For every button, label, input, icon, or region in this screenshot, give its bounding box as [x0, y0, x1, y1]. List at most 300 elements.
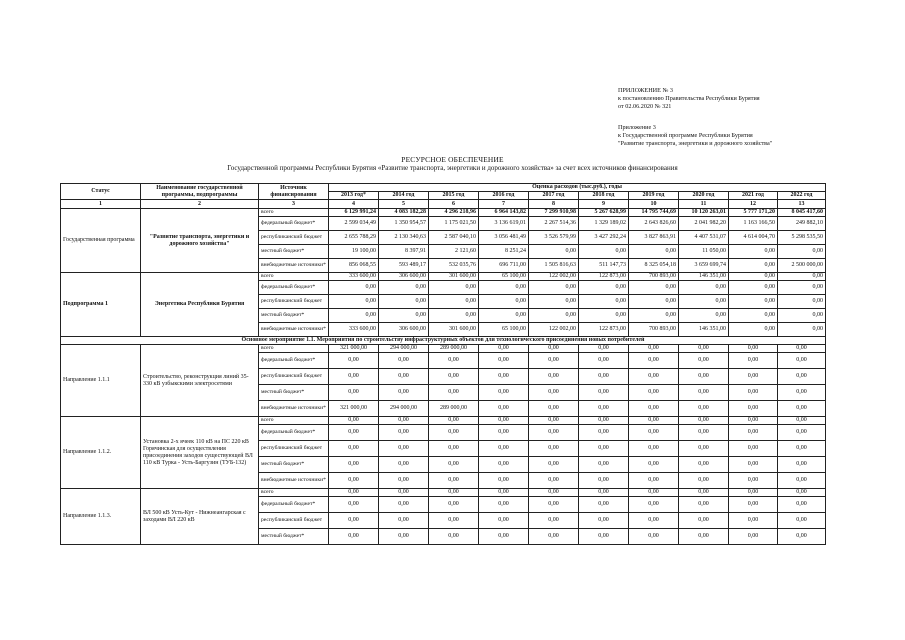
funding-source: местный бюджет* [259, 529, 329, 545]
funding-source: местный бюджет* [259, 245, 329, 259]
value-cell: 0,00 [579, 401, 629, 417]
value-cell: 8 045 417,60 [778, 209, 826, 217]
value-cell: 0,00 [329, 295, 379, 309]
value-cell: 306 600,00 [379, 273, 429, 281]
document-subtitle: Государственной программы Республики Бурятия «Развитие транспорта, энергетики и дорожного хозяйства» за счет всех источников финансирования [227, 164, 678, 172]
value-cell: 0,00 [679, 417, 729, 425]
value-cell: 0,00 [729, 457, 778, 473]
value-cell: 0,00 [529, 441, 579, 457]
year-header: 2015 год [429, 192, 479, 200]
value-cell: 0,00 [329, 369, 379, 385]
column-number: 11 [679, 200, 729, 209]
funding-source: всего [259, 417, 329, 425]
value-cell: 5 298 535,50 [778, 231, 826, 245]
value-cell: 0,00 [729, 369, 778, 385]
col-status-header: Статус [61, 184, 141, 200]
value-cell: 2 500 000,00 [778, 259, 826, 273]
value-cell: 146 351,00 [679, 323, 729, 337]
value-cell: 0,00 [629, 369, 679, 385]
row-name: Установка 2-х ячеек 110 кВ на ПС 220 кВ Горячинская для осуществления присоединения заходов существующей ВЛ 110 кВ Турка - Усть-Баргузин (ТУБ-132) [141, 417, 259, 489]
year-header: 2019 год [629, 192, 679, 200]
funding-source: республиканский бюджет [259, 295, 329, 309]
value-cell: 0,00 [529, 425, 579, 441]
value-cell: 0,00 [778, 345, 826, 353]
value-cell: 0,00 [379, 309, 429, 323]
value-cell: 294 000,00 [379, 345, 429, 353]
value-cell: 0,00 [479, 473, 529, 489]
row-name: ВЛ 500 кВ Усть-Кут - Нижнеангарская с заходами ВЛ 220 кВ [141, 489, 259, 545]
value-cell: 0,00 [429, 513, 479, 529]
year-header: 2013 год* [329, 192, 379, 200]
value-cell: 0,00 [579, 345, 629, 353]
value-cell: 0,00 [479, 295, 529, 309]
value-cell: 11 050,00 [679, 245, 729, 259]
value-cell: 0,00 [579, 417, 629, 425]
value-cell: 2 643 826,60 [629, 217, 679, 231]
value-cell: 0,00 [579, 353, 629, 369]
value-cell: 0,00 [629, 441, 679, 457]
value-cell: 0,00 [479, 513, 529, 529]
value-cell: 321 000,00 [329, 345, 379, 353]
value-cell: 0,00 [379, 441, 429, 457]
value-cell: 0,00 [379, 353, 429, 369]
funding-source: внебюджетные источники* [259, 323, 329, 337]
value-cell: 0,00 [729, 353, 778, 369]
value-cell: 0,00 [679, 529, 729, 545]
value-cell: 3 827 863,91 [629, 231, 679, 245]
value-cell: 0,00 [679, 489, 729, 497]
value-cell: 0,00 [529, 281, 579, 295]
value-cell: 0,00 [479, 401, 529, 417]
value-cell: 1 163 166,50 [729, 217, 778, 231]
value-cell: 0,00 [379, 457, 429, 473]
value-cell: 0,00 [429, 385, 479, 401]
column-number: 3 [259, 200, 329, 209]
funding-source: местный бюджет* [259, 457, 329, 473]
value-cell: 14 795 744,69 [629, 209, 679, 217]
value-cell: 294 000,00 [379, 401, 429, 417]
value-cell: 2 587 040,10 [429, 231, 479, 245]
value-cell: 0,00 [379, 473, 429, 489]
value-cell: 0,00 [729, 309, 778, 323]
value-cell: 0,00 [479, 489, 529, 497]
value-cell: 0,00 [429, 457, 479, 473]
value-cell: 0,00 [529, 513, 579, 529]
column-number-row [61, 200, 826, 209]
value-cell: 0,00 [778, 425, 826, 441]
column-number: 13 [778, 200, 826, 209]
value-cell: 0,00 [329, 425, 379, 441]
column-number: 12 [729, 200, 778, 209]
value-cell: 0,00 [579, 281, 629, 295]
value-cell: 0,00 [778, 473, 826, 489]
row-status: Направление 1.1.1 [61, 345, 141, 417]
value-cell: 0,00 [778, 245, 826, 259]
year-header: 2020 год [679, 192, 729, 200]
value-cell: 0,00 [379, 513, 429, 529]
value-cell: 0,00 [579, 369, 629, 385]
value-cell: 0,00 [778, 323, 826, 337]
value-cell: 0,00 [529, 369, 579, 385]
value-cell: 0,00 [379, 385, 429, 401]
value-cell: 0,00 [629, 401, 679, 417]
value-cell: 0,00 [529, 245, 579, 259]
value-cell: 3 056 481,49 [479, 231, 529, 245]
value-cell: 0,00 [429, 417, 479, 425]
value-cell: 0,00 [479, 529, 529, 545]
value-cell: 2 599 034,49 [329, 217, 379, 231]
funding-source: внебюджетные источники* [259, 401, 329, 417]
value-cell: 0,00 [329, 353, 379, 369]
value-cell: 0,00 [529, 295, 579, 309]
value-cell: 0,00 [529, 401, 579, 417]
value-cell: 0,00 [579, 245, 629, 259]
value-cell: 0,00 [729, 513, 778, 529]
value-cell: 0,00 [379, 489, 429, 497]
value-cell: 0,00 [529, 489, 579, 497]
value-cell: 0,00 [329, 417, 379, 425]
value-cell: 0,00 [579, 385, 629, 401]
value-cell: 0,00 [479, 385, 529, 401]
year-header: 2014 год [379, 192, 429, 200]
value-cell: 0,00 [729, 281, 778, 295]
value-cell: 0,00 [629, 489, 679, 497]
funding-source: республиканский бюджет [259, 441, 329, 457]
value-cell: 0,00 [329, 497, 379, 513]
value-cell: 0,00 [529, 353, 579, 369]
funding-source: республиканский бюджет [259, 231, 329, 245]
value-cell: 0,00 [429, 369, 479, 385]
table-row [61, 489, 826, 497]
row-status: Подпрограмма 1 [61, 273, 141, 337]
value-cell: 0,00 [778, 513, 826, 529]
resource-table [60, 183, 826, 545]
column-number: 10 [629, 200, 679, 209]
value-cell: 0,00 [629, 353, 679, 369]
value-cell: 856 068,55 [329, 259, 379, 273]
col-estimate-header: Оценка расходов (тыс.руб.), годы [329, 184, 826, 192]
value-cell: 4 407 531,07 [679, 231, 729, 245]
value-cell: 0,00 [479, 353, 529, 369]
value-cell: 301 600,00 [429, 323, 479, 337]
value-cell: 593 489,17 [379, 259, 429, 273]
value-cell: 0,00 [729, 259, 778, 273]
document-title-block [0, 155, 905, 173]
value-cell: 0,00 [529, 417, 579, 425]
value-cell: 0,00 [379, 417, 429, 425]
value-cell: 0,00 [729, 441, 778, 457]
value-cell: 0,00 [579, 457, 629, 473]
funding-source: федеральный бюджет* [259, 425, 329, 441]
value-cell: 0,00 [629, 473, 679, 489]
value-cell: 0,00 [778, 457, 826, 473]
value-cell: 19 100,00 [329, 245, 379, 259]
value-cell: 333 600,00 [329, 273, 379, 281]
document-title: РЕСУРСНОЕ ОБЕСПЕЧЕНИЕ [401, 155, 504, 164]
funding-source: местный бюджет* [259, 385, 329, 401]
value-cell: 0,00 [329, 489, 379, 497]
value-cell: 700 893,00 [629, 323, 679, 337]
value-cell: 65 100,00 [479, 323, 529, 337]
value-cell: 0,00 [679, 473, 729, 489]
value-cell: 0,00 [778, 281, 826, 295]
value-cell: 0,00 [329, 441, 379, 457]
value-cell: 0,00 [629, 295, 679, 309]
value-cell: 5 267 628,99 [579, 209, 629, 217]
appendix-line: "Развитие транспорта, энергетики и дорожного хозяйства" [618, 140, 773, 147]
section-row [61, 337, 826, 345]
funding-source: федеральный бюджет* [259, 217, 329, 231]
funding-source: местный бюджет* [259, 309, 329, 323]
value-cell: 0,00 [479, 425, 529, 441]
value-cell: 0,00 [778, 441, 826, 457]
value-cell: 0,00 [679, 385, 729, 401]
value-cell: 289 000,00 [429, 345, 479, 353]
funding-source: федеральный бюджет* [259, 353, 329, 369]
value-cell: 0,00 [429, 353, 479, 369]
value-cell: 0,00 [629, 309, 679, 323]
funding-source: всего [259, 209, 329, 217]
value-cell: 0,00 [479, 369, 529, 385]
value-cell: 0,00 [479, 497, 529, 513]
funding-source: всего [259, 273, 329, 281]
value-cell: 0,00 [729, 425, 778, 441]
value-cell: 0,00 [479, 309, 529, 323]
funding-source: всего [259, 345, 329, 353]
year-header: 2022 год [778, 192, 826, 200]
value-cell: 333 600,00 [329, 323, 379, 337]
funding-source: федеральный бюджет* [259, 497, 329, 513]
value-cell: 0,00 [429, 281, 479, 295]
program-appendix-header [618, 124, 772, 148]
value-cell: 0,00 [579, 489, 629, 497]
value-cell: 7 299 910,98 [529, 209, 579, 217]
value-cell: 0,00 [679, 309, 729, 323]
section-title: Основное мероприятие 1.1. Мероприятия по строительству инфраструктурных объектов для технологического присоединения новых потребителей [61, 337, 826, 345]
value-cell: 0,00 [778, 489, 826, 497]
value-cell: 0,00 [729, 385, 778, 401]
value-cell: 0,00 [729, 401, 778, 417]
value-cell: 0,00 [579, 309, 629, 323]
value-cell: 0,00 [629, 345, 679, 353]
value-cell: 0,00 [329, 281, 379, 295]
value-cell: 1 505 816,63 [529, 259, 579, 273]
value-cell: 5 777 171,20 [729, 209, 778, 217]
value-cell: 321 000,00 [329, 401, 379, 417]
value-cell: 0,00 [679, 345, 729, 353]
value-cell: 249 882,10 [778, 217, 826, 231]
value-cell: 4 083 182,28 [379, 209, 429, 217]
value-cell: 0,00 [379, 497, 429, 513]
value-cell: 0,00 [429, 489, 479, 497]
value-cell: 0,00 [529, 473, 579, 489]
value-cell: 0,00 [379, 369, 429, 385]
value-cell: 0,00 [429, 309, 479, 323]
value-cell: 0,00 [629, 385, 679, 401]
funding-source: федеральный бюджет* [259, 281, 329, 295]
value-cell: 10 120 263,01 [679, 209, 729, 217]
value-cell: 289 000,00 [429, 401, 479, 417]
value-cell: 0,00 [479, 345, 529, 353]
funding-source: республиканский бюджет [259, 513, 329, 529]
value-cell: 0,00 [429, 295, 479, 309]
value-cell: 0,00 [329, 513, 379, 529]
value-cell: 0,00 [679, 353, 729, 369]
value-cell: 1 350 954,57 [379, 217, 429, 231]
value-cell: 0,00 [579, 513, 629, 529]
value-cell: 0,00 [479, 441, 529, 457]
value-cell: 0,00 [629, 457, 679, 473]
value-cell: 0,00 [679, 457, 729, 473]
value-cell: 0,00 [379, 425, 429, 441]
value-cell: 8 251,24 [479, 245, 529, 259]
value-cell: 3 659 699,74 [679, 259, 729, 273]
value-cell: 0,00 [679, 441, 729, 457]
value-cell: 0,00 [729, 245, 778, 259]
value-cell: 2 121,60 [429, 245, 479, 259]
appendix-line: Приложение 3 [618, 124, 656, 131]
value-cell: 301 600,00 [429, 273, 479, 281]
value-cell: 532 035,76 [429, 259, 479, 273]
value-cell: 0,00 [379, 529, 429, 545]
funding-source: внебюджетные источники* [259, 473, 329, 489]
value-cell: 0,00 [729, 473, 778, 489]
value-cell: 0,00 [729, 323, 778, 337]
value-cell: 0,00 [529, 529, 579, 545]
value-cell: 0,00 [529, 309, 579, 323]
value-cell: 0,00 [778, 309, 826, 323]
row-status: Направление 1.1.3. [61, 489, 141, 545]
value-cell: 0,00 [479, 457, 529, 473]
row-name: Энергетика Республики Бурятия [141, 273, 259, 337]
value-cell: 0,00 [679, 369, 729, 385]
value-cell: 122 002,00 [529, 273, 579, 281]
value-cell: 0,00 [579, 529, 629, 545]
value-cell: 0,00 [679, 295, 729, 309]
value-cell: 2 130 340,63 [379, 231, 429, 245]
appendix-line: к Государственной программе Республики Бурятия [618, 132, 753, 139]
table-row [61, 273, 826, 281]
value-cell: 6 129 991,24 [329, 209, 379, 217]
value-cell: 0,00 [729, 295, 778, 309]
value-cell: 511 147,73 [579, 259, 629, 273]
value-cell: 0,00 [729, 497, 778, 513]
row-status: Государственная программа [61, 209, 141, 273]
row-name: "Развитие транспорта, энергетики и дорожного хозяйства" [141, 209, 259, 273]
column-number: 6 [429, 200, 479, 209]
value-cell: 0,00 [778, 529, 826, 545]
value-cell: 0,00 [579, 441, 629, 457]
value-cell: 0,00 [429, 425, 479, 441]
value-cell: 0,00 [778, 295, 826, 309]
value-cell: 0,00 [529, 497, 579, 513]
value-cell: 306 600,00 [379, 323, 429, 337]
year-header: 2017 год [529, 192, 579, 200]
appendix-line: ПРИЛОЖЕНИЕ № 3 [618, 87, 674, 94]
value-cell: 2 267 514,36 [529, 217, 579, 231]
table-row [61, 209, 826, 217]
value-cell: 1 329 189,02 [579, 217, 629, 231]
column-number: 5 [379, 200, 429, 209]
appendix-header [618, 87, 760, 111]
value-cell: 0,00 [479, 281, 529, 295]
value-cell: 2 041 982,20 [679, 217, 729, 231]
value-cell: 0,00 [679, 425, 729, 441]
value-cell: 0,00 [778, 385, 826, 401]
value-cell: 122 002,00 [529, 323, 579, 337]
value-cell: 696 711,00 [479, 259, 529, 273]
value-cell: 8 397,91 [379, 245, 429, 259]
value-cell: 0,00 [329, 473, 379, 489]
value-cell: 8 325 054,18 [629, 259, 679, 273]
value-cell: 0,00 [778, 417, 826, 425]
table-row [61, 417, 826, 425]
col-name-header: Наименование государственной программы, подпрограммы [141, 184, 259, 200]
column-number: 7 [479, 200, 529, 209]
value-cell: 0,00 [629, 513, 679, 529]
value-cell: 0,00 [679, 497, 729, 513]
value-cell: 0,00 [529, 345, 579, 353]
appendix-line: к постановлению Правительства Республики Бурятия [618, 95, 760, 102]
value-cell: 0,00 [729, 529, 778, 545]
value-cell: 3 526 579,99 [529, 231, 579, 245]
value-cell: 0,00 [778, 353, 826, 369]
value-cell: 0,00 [579, 473, 629, 489]
value-cell: 3 427 292,24 [579, 231, 629, 245]
col-source-header: Источник финансирования [259, 184, 329, 200]
value-cell: 146 351,00 [679, 273, 729, 281]
value-cell: 0,00 [329, 309, 379, 323]
value-cell: 0,00 [679, 513, 729, 529]
value-cell: 122 873,00 [579, 273, 629, 281]
value-cell: 0,00 [729, 273, 778, 281]
value-cell: 4 614 004,70 [729, 231, 778, 245]
column-number: 8 [529, 200, 579, 209]
value-cell: 0,00 [679, 401, 729, 417]
appendix-line: от 02.06.2020 № 321 [618, 103, 672, 110]
value-cell: 0,00 [629, 497, 679, 513]
value-cell: 700 893,00 [629, 273, 679, 281]
value-cell: 0,00 [429, 441, 479, 457]
year-header: 2021 год [729, 192, 778, 200]
column-number: 2 [141, 200, 259, 209]
value-cell: 0,00 [778, 273, 826, 281]
value-cell: 122 873,00 [579, 323, 629, 337]
value-cell: 0,00 [629, 425, 679, 441]
value-cell: 0,00 [729, 345, 778, 353]
value-cell: 0,00 [329, 457, 379, 473]
value-cell: 0,00 [579, 425, 629, 441]
column-number: 9 [579, 200, 629, 209]
value-cell: 2 655 788,29 [329, 231, 379, 245]
value-cell: 0,00 [778, 497, 826, 513]
value-cell: 0,00 [479, 417, 529, 425]
value-cell: 0,00 [778, 369, 826, 385]
value-cell: 0,00 [329, 385, 379, 401]
value-cell: 6 964 143,82 [479, 209, 529, 217]
funding-source: всего [259, 489, 329, 497]
value-cell: 0,00 [679, 281, 729, 295]
year-header: 2018 год [579, 192, 629, 200]
value-cell: 0,00 [529, 457, 579, 473]
value-cell: 1 175 021,50 [429, 217, 479, 231]
row-status: Направление 1.1.2. [61, 417, 141, 489]
value-cell: 0,00 [629, 417, 679, 425]
value-cell: 0,00 [629, 529, 679, 545]
funding-source: республиканский бюджет [259, 369, 329, 385]
value-cell: 0,00 [579, 295, 629, 309]
value-cell: 0,00 [629, 281, 679, 295]
